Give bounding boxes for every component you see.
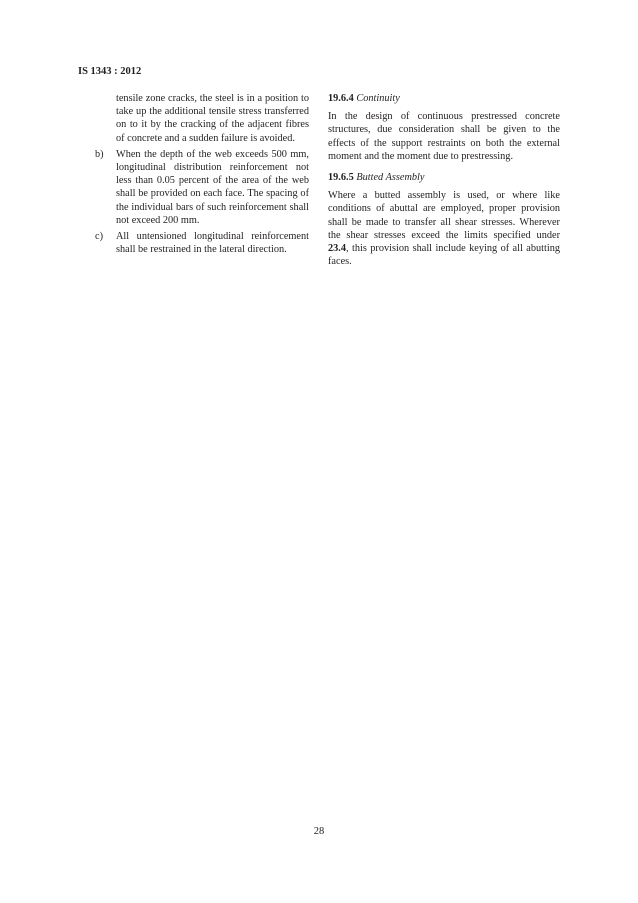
right-column [328,92,560,276]
page-number: 28 [313,826,325,837]
section-title: Continuity [356,93,400,104]
list-item-text: When the depth of the web exceeds 500 mm, longitudinal distribution reinforcement not less than 0.05 percent of the area of the web shall be provided on each face. The spacing of the individual bars of such reinforcement shall not exceed 200 mm. [116,148,309,226]
section-number: 19.6.4 [328,93,354,104]
list-marker: b) [95,148,104,160]
continuity-paragraph: In the design of continuous prestressed concrete structures, due consideration shall be given to the effects of the support restraints on both the external moment and the moment due to prestressing. [328,111,560,162]
document-header: IS 1343 : 2012 [78,66,142,77]
list-marker: c) [95,231,103,243]
paragraph-text: , this provision shall include keying of all abutting faces. [328,243,560,268]
section-heading-butted-assembly [328,171,560,184]
butted-assembly-paragraph [328,189,560,268]
section-number: 19.6.5 [328,172,354,184]
section-heading-continuity [328,92,560,105]
continuation-paragraph: tensile zone cracks, the steel is in a position to take up the additional tensile stress transferred on to it by the cracking of the adjacent fibres of concrete and a sudden failure is avoided. [116,93,309,144]
clause-reference: 23.4 [328,243,347,255]
section-title: Butted Assembly [356,172,425,184]
paragraph-text: Where a butted assembly is used, or where like conditions of abuttal are employed, proper provision shall be made to transfer all shear stresses. Wherever the shear stresses exceed the limits specified under [328,190,560,241]
list-item-c [95,230,309,256]
list-item-text: All untensioned longitudinal reinforcement shall be restrained in the lateral direction. [116,231,309,256]
left-column [95,92,309,259]
list-item-b [95,148,309,227]
